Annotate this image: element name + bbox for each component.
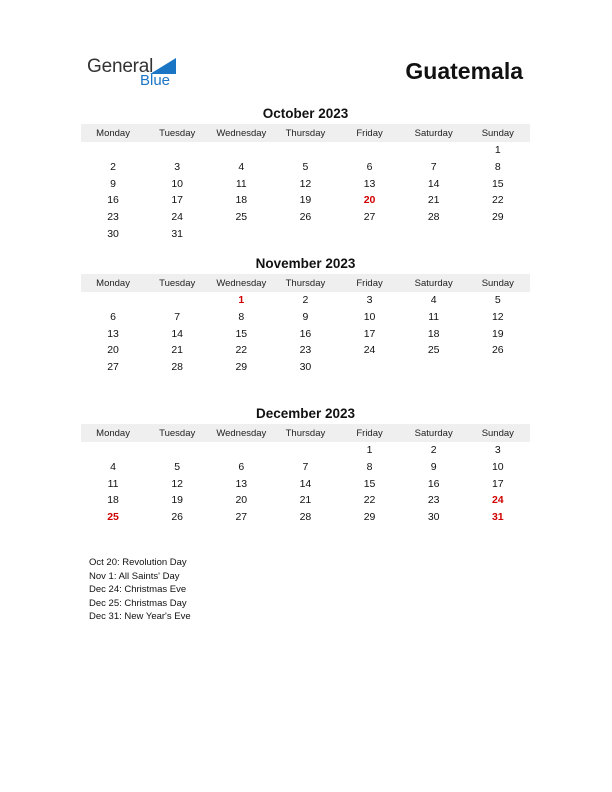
day-cell: 1 [494, 144, 501, 157]
day-cell: 18 [427, 327, 440, 340]
day-cell: 14 [299, 477, 312, 490]
day-cell: 9 [110, 177, 116, 190]
day-cell: 11 [235, 177, 247, 190]
holiday-day-cell: 24 [491, 494, 504, 507]
weekday-header [81, 124, 530, 142]
day-cell: 23 [427, 494, 440, 507]
holiday-entry: Dec 25: Christmas Day [89, 597, 187, 609]
weekday-label: Thursday [285, 427, 326, 439]
day-cell: 24 [363, 344, 376, 357]
weekday-label: Monday [96, 427, 130, 439]
day-cell: 28 [171, 361, 184, 374]
day-cell: 25 [235, 211, 248, 224]
logo-text-general: General [87, 56, 154, 77]
day-cell: 26 [491, 344, 504, 357]
holiday-day-cell: 25 [107, 511, 119, 524]
day-cell: 13 [107, 327, 119, 340]
day-cell: 30 [427, 511, 440, 524]
day-cell: 21 [299, 494, 312, 507]
day-cell: 29 [235, 361, 248, 374]
day-cell: 9 [302, 311, 309, 324]
day-cell: 19 [491, 327, 504, 340]
week-row [81, 325, 530, 342]
day-cell: 12 [171, 477, 184, 490]
holiday-entry: Nov 1: All Saints' Day [89, 570, 180, 582]
day-cell: 5 [174, 461, 181, 474]
weekday-label: Sunday [481, 127, 514, 139]
weekday-label: Sunday [481, 427, 514, 439]
day-cell: 6 [238, 461, 245, 474]
day-cell: 8 [366, 461, 373, 474]
day-cell: 22 [235, 344, 248, 357]
day-cell: 4 [110, 461, 116, 474]
holiday-entry: Dec 31: New Year's Eve [89, 611, 191, 623]
holiday-entry: Oct 20: Revolution Day [89, 557, 187, 568]
day-cell: 2 [302, 294, 309, 307]
day-cell: 1 [366, 444, 373, 457]
week-row [81, 292, 530, 309]
day-cell: 15 [491, 177, 504, 190]
weekday-label: Tuesday [159, 427, 196, 439]
weekday-header [81, 424, 530, 442]
week-row [81, 209, 530, 226]
generalblue-logo [87, 56, 187, 96]
day-cell: 30 [299, 361, 312, 374]
weekday-label: Friday [356, 277, 383, 289]
day-cell: 27 [235, 511, 248, 524]
weekday-label: Saturday [414, 427, 453, 439]
weekday-label: Friday [356, 127, 383, 139]
week-row [81, 225, 530, 242]
day-cell: 27 [363, 211, 376, 224]
day-cell: 3 [366, 294, 373, 307]
weekday-label: Thursday [285, 127, 326, 139]
day-cell: 3 [494, 444, 501, 457]
day-cell: 10 [363, 311, 376, 324]
month-title: October 2023 [262, 106, 349, 121]
holiday-list [89, 556, 191, 624]
day-cell: 11 [428, 311, 440, 324]
day-cell: 19 [299, 194, 312, 207]
holiday-day-cell: 20 [363, 194, 376, 207]
weekday-label: Saturday [414, 277, 453, 289]
day-cell: 28 [299, 511, 312, 524]
day-cell: 23 [107, 211, 119, 224]
day-cell: 9 [430, 461, 437, 474]
week-row [81, 459, 530, 476]
weekday-label: Wednesday [216, 127, 267, 139]
logo-text-blue: Blue [140, 72, 171, 89]
day-cell: 17 [363, 327, 376, 340]
day-cell: 12 [299, 177, 312, 190]
week-row [81, 509, 530, 526]
day-cell: 8 [494, 161, 501, 174]
month-october [81, 104, 530, 242]
day-cell: 23 [299, 344, 312, 357]
day-cell: 8 [238, 311, 245, 324]
day-cell: 16 [427, 477, 440, 490]
day-cell: 3 [174, 161, 181, 174]
weekday-label: Tuesday [159, 277, 196, 289]
weekday-label: Tuesday [159, 127, 196, 139]
day-cell: 15 [235, 327, 248, 340]
day-cell: 30 [107, 227, 119, 240]
day-cell: 5 [494, 294, 501, 307]
day-cell: 16 [107, 194, 119, 207]
month-december [81, 404, 530, 525]
holiday-entry: Dec 24: Christmas Eve [89, 584, 187, 596]
week-row [81, 359, 530, 376]
day-cell: 12 [491, 311, 504, 324]
day-cell: 21 [171, 344, 184, 357]
weekday-label: Wednesday [216, 427, 267, 439]
week-row [81, 492, 530, 509]
day-cell: 2 [430, 444, 437, 457]
weekday-label: Sunday [481, 277, 514, 289]
month-title: December 2023 [255, 406, 356, 421]
day-cell: 11 [107, 477, 119, 490]
weekday-label: Saturday [414, 127, 453, 139]
day-cell: 10 [491, 461, 504, 474]
day-cell: 17 [171, 194, 184, 207]
day-cell: 20 [107, 344, 119, 357]
week-row [81, 142, 530, 159]
day-cell: 22 [491, 194, 504, 207]
week-row [81, 475, 530, 492]
weekday-label: Thursday [285, 277, 326, 289]
day-cell: 13 [363, 177, 376, 190]
day-cell: 31 [171, 227, 184, 240]
day-cell: 4 [238, 161, 245, 174]
weekday-label: Friday [356, 427, 383, 439]
month-title: November 2023 [255, 256, 356, 271]
week-row [81, 342, 530, 359]
day-cell: 7 [174, 311, 181, 324]
week-row [81, 309, 530, 326]
day-cell: 22 [363, 494, 376, 507]
month-november [81, 254, 530, 375]
weekday-label: Monday [96, 127, 130, 139]
day-cell: 14 [171, 327, 184, 340]
holiday-day-cell: 1 [238, 294, 245, 307]
day-cell: 15 [363, 477, 376, 490]
day-cell: 6 [110, 311, 116, 324]
weekday-label: Wednesday [216, 277, 267, 289]
day-cell: 6 [366, 161, 373, 174]
day-cell: 10 [171, 177, 184, 190]
country-title: Guatemala [405, 58, 523, 84]
weekday-label: Monday [96, 277, 130, 289]
day-cell: 16 [299, 327, 312, 340]
day-cell: 18 [107, 494, 119, 507]
day-cell: 7 [430, 161, 437, 174]
day-cell: 20 [235, 494, 248, 507]
week-row [81, 192, 530, 209]
day-cell: 17 [491, 477, 504, 490]
day-cell: 19 [171, 494, 184, 507]
day-cell: 18 [235, 194, 248, 207]
day-cell: 7 [302, 461, 309, 474]
day-cell: 26 [299, 211, 312, 224]
week-row [81, 442, 530, 459]
week-row [81, 159, 530, 176]
day-cell: 14 [427, 177, 440, 190]
day-cell: 13 [235, 477, 248, 490]
day-cell: 28 [427, 211, 440, 224]
day-cell: 2 [110, 161, 116, 174]
day-cell: 21 [427, 194, 440, 207]
day-cell: 4 [430, 294, 437, 307]
day-cell: 29 [363, 511, 376, 524]
day-cell: 26 [171, 511, 184, 524]
weekday-header [81, 274, 530, 292]
day-cell: 25 [427, 344, 440, 357]
day-cell: 24 [171, 211, 184, 224]
day-cell: 5 [302, 161, 309, 174]
day-cell: 29 [491, 211, 504, 224]
holiday-day-cell: 31 [491, 511, 504, 524]
week-row [81, 175, 530, 192]
day-cell: 27 [107, 361, 119, 374]
